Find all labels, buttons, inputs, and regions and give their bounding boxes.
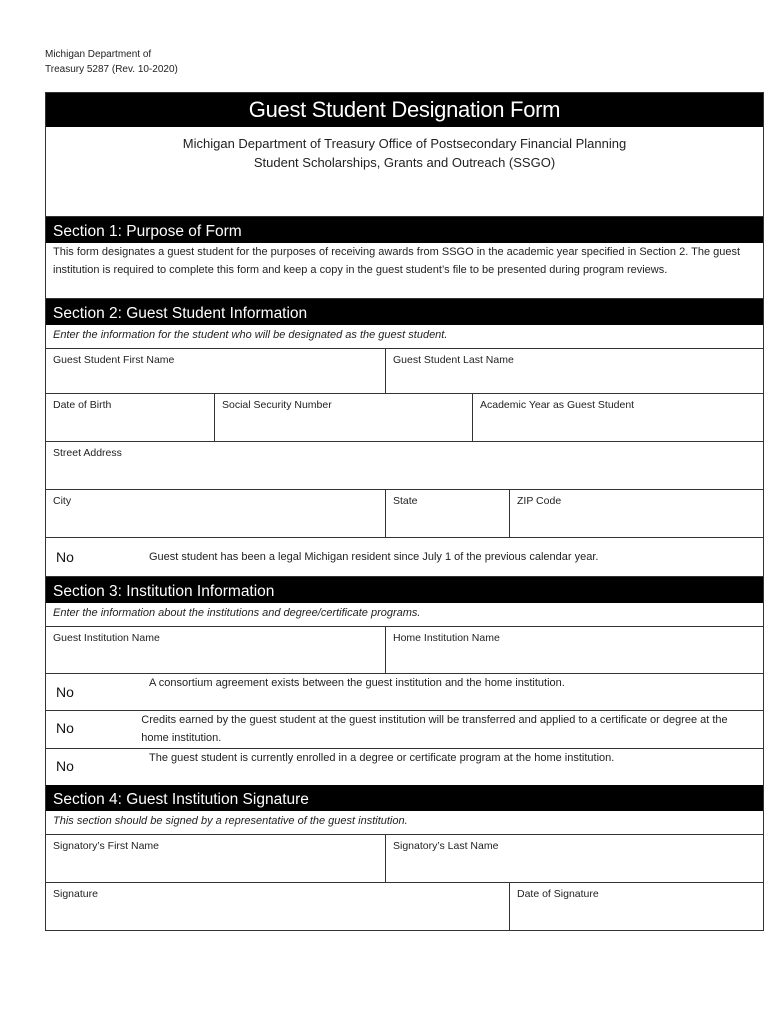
signatory-name-row xyxy=(46,835,763,883)
city-row xyxy=(46,490,763,538)
home-institution-field[interactable] xyxy=(386,627,763,673)
zip-code-field[interactable] xyxy=(510,490,763,537)
academic-year-field[interactable] xyxy=(473,394,763,441)
student-first-name-label: Guest Student First Name xyxy=(53,354,175,366)
street-address-label: Street Address xyxy=(53,447,122,459)
student-first-name-field[interactable] xyxy=(46,349,386,393)
agency-block xyxy=(46,127,763,217)
section-4-instruction: This section should be signed by a representative of the guest institution. xyxy=(46,811,763,835)
signatory-first-name-label: Signatory’s First Name xyxy=(53,840,160,852)
home-institution-label: Home Institution Name xyxy=(393,632,500,644)
ssn-label: Social Security Number xyxy=(222,399,332,411)
credits-select[interactable]: No xyxy=(56,720,74,736)
agency-line-1: Michigan Department of Treasury Office of Postsecondary Financial Planning xyxy=(182,136,627,151)
dob-row xyxy=(46,394,763,442)
date-of-birth-label: Date of Birth xyxy=(53,399,112,411)
credits-row xyxy=(46,711,763,749)
ssn-field[interactable] xyxy=(215,394,473,441)
city-field[interactable] xyxy=(46,490,386,537)
signature-row xyxy=(46,883,763,930)
consortium-row xyxy=(46,674,763,711)
guest-institution-field[interactable] xyxy=(46,627,386,673)
city-label: City xyxy=(53,495,72,507)
form-number-line: Treasury 5287 (Rev. 10-2020) xyxy=(45,64,178,75)
academic-year-label: Academic Year as Guest Student xyxy=(480,399,635,411)
section-3-instruction: Enter the information about the institutions and degree/certificate programs. xyxy=(46,603,763,627)
signature-field[interactable] xyxy=(46,883,510,930)
signature-date-field[interactable] xyxy=(510,883,763,930)
form-id-note xyxy=(45,47,178,77)
section-1-heading: Section 1: Purpose of Form xyxy=(46,217,763,243)
signatory-last-name-field[interactable] xyxy=(386,835,763,882)
street-address-field[interactable] xyxy=(46,442,763,489)
signatory-first-name-field[interactable] xyxy=(46,835,386,882)
state-field[interactable] xyxy=(386,490,510,537)
institution-row xyxy=(46,627,763,674)
guest-student-form xyxy=(45,92,764,931)
zip-code-label: ZIP Code xyxy=(517,495,562,507)
signature-date-label: Date of Signature xyxy=(517,888,599,900)
resident-row xyxy=(46,538,763,577)
agency-line-2: Student Scholarships, Grants and Outreach (SSGO) xyxy=(253,155,556,170)
guest-institution-label: Guest Institution Name xyxy=(53,632,160,644)
street-row xyxy=(46,442,763,490)
department-line: Michigan Department of xyxy=(45,49,152,60)
consortium-select[interactable]: No xyxy=(56,684,74,700)
signatory-last-name-label: Signatory’s Last Name xyxy=(393,840,499,852)
enrolled-select[interactable]: No xyxy=(56,758,74,774)
section-2-instruction: Enter the information for the student who will be designated as the guest student. xyxy=(46,325,763,349)
consortium-statement: A consortium agreement exists between the guest institution and the home institution. xyxy=(149,677,565,689)
name-row xyxy=(46,349,763,394)
form-title: Guest Student Designation Form xyxy=(46,93,763,127)
section-1-text: This form designates a guest student for the purposes of receiving awards from SSGO in the academic year specified in Section 2. The guest institution is required to complete this form and keep a copy in the guest student’s file to be presented during program reviews. xyxy=(46,243,763,299)
date-of-birth-field[interactable] xyxy=(46,394,215,441)
section-2-heading: Section 2: Guest Student Information xyxy=(46,299,763,325)
resident-select[interactable]: No xyxy=(56,549,74,565)
enrolled-statement: The guest student is currently enrolled in a degree or certificate program at the home institution. xyxy=(149,752,615,764)
credits-statement: Credits earned by the guest student at the guest institution will be transferred and applied to a certificate or degree at the home institution. xyxy=(141,714,728,744)
signature-label: Signature xyxy=(53,888,98,900)
section-4-heading: Section 4: Guest Institution Signature xyxy=(46,785,763,811)
section-3-heading: Section 3: Institution Information xyxy=(46,577,763,603)
student-last-name-field[interactable] xyxy=(386,349,763,393)
resident-statement: Guest student has been a legal Michigan resident since July 1 of the previous calendar year. xyxy=(149,551,599,563)
state-label: State xyxy=(393,495,418,507)
enrolled-row xyxy=(46,749,763,785)
student-last-name-label: Guest Student Last Name xyxy=(393,354,514,366)
